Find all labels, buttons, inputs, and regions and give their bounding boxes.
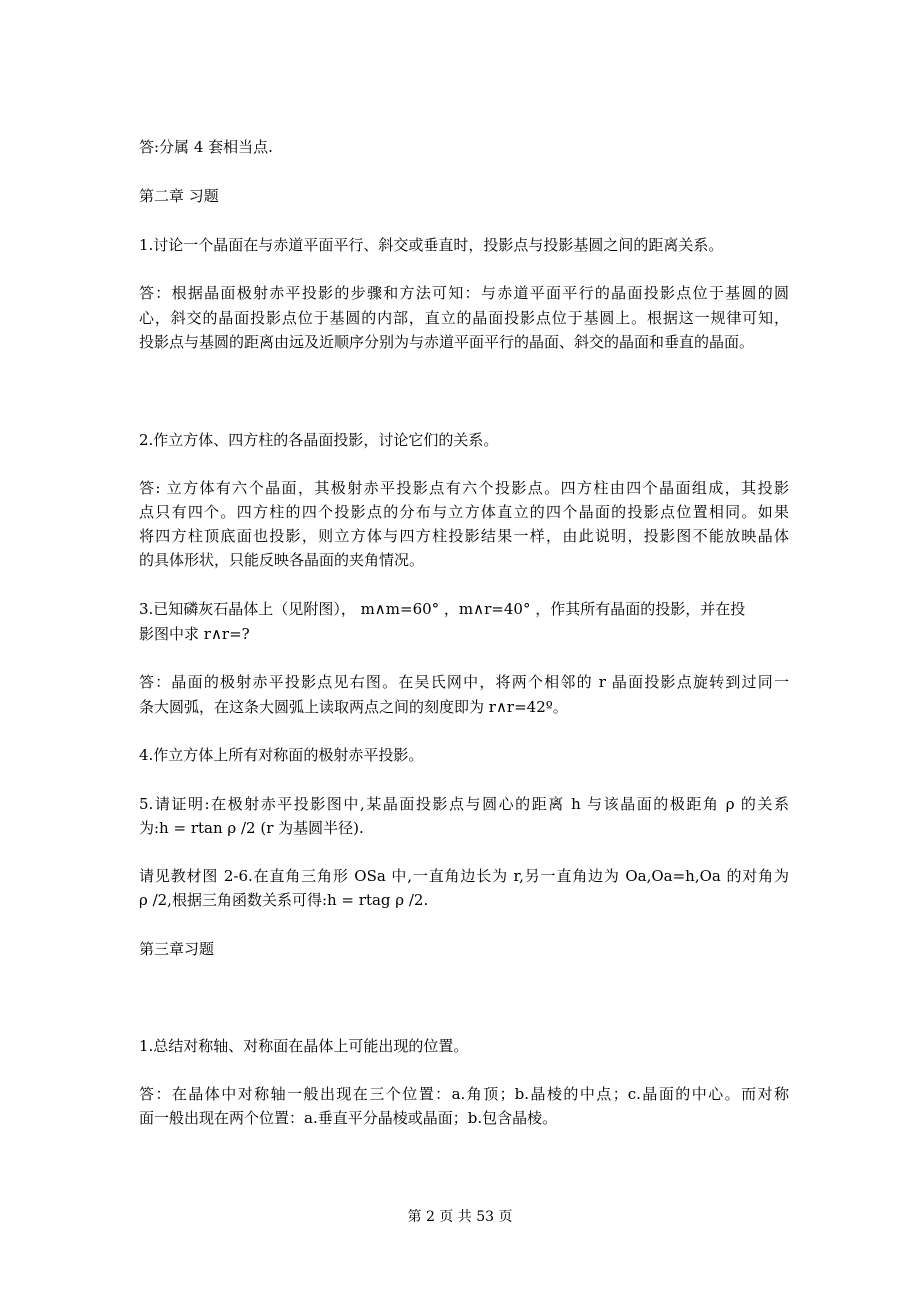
answer-line: 请见教材图 2-6.在直角三角形 OSa 中,一直角边长为 r,另一直角边为 Oa,Oa=h,Oa 的对角为	[139, 867, 789, 885]
answer-line: ρ /2,根据三角函数关系可得:h = rtag ρ /2.	[139, 891, 429, 909]
answer-line: 答: 立方体有六个晶面，其极射赤平投影点有六个投影点。四方柱由四个晶面组成，其投影	[139, 479, 789, 497]
answer-line: 答：在晶体中对称轴一般出现在三个位置：a.角顶；b.晶棱的中点；c.晶面的中心。而对称	[139, 1085, 789, 1103]
chapter-heading: 第二章 习题	[139, 187, 219, 205]
question-line: 3.已知磷灰石晶体上（见附图）， m∧m=60° ，m∧r=40° ，作其所有晶面的投影，并在投	[139, 600, 746, 618]
answer-line: 答：晶面的极射赤平投影点见右图。在吴氏网中，将两个相邻的 r 晶面投影点旋转到过同一	[139, 673, 789, 691]
question-line: 1.总结对称轴、对称面在晶体上可能出现的位置。	[139, 1037, 469, 1055]
question-line: 影图中求 r∧r=?	[139, 625, 250, 643]
answer-line: 答:分属 4 套相当点.	[139, 138, 273, 156]
answer-line: 心，斜交的晶面投影点位于基圆的内部，直立的晶面投影点位于基圆上。根据这一规律可知，	[139, 309, 789, 327]
answer-line: 答：根据晶面极射赤平投影的步骤和方法可知：与赤道平面平行的晶面投影点位于基圆的圆	[139, 284, 789, 302]
page-number-footer: 第 2 页 共 53 页	[407, 1209, 513, 1225]
question-line: 4.作立方体上所有对称面的极射赤平投影。	[139, 746, 424, 764]
chapter-heading: 第三章习题	[139, 940, 215, 958]
question-line: 为:h = rtan ρ /2 (r 为基圆半径).	[139, 819, 364, 837]
answer-line: 面一般出现在两个位置：a.垂直平分晶棱或晶面；b.包含晶棱。	[139, 1109, 558, 1127]
question-line: 2.作立方体、四方柱的各晶面投影，讨论它们的关系。	[139, 431, 499, 449]
question-line: 1.讨论一个晶面在与赤道平面平行、斜交或垂直时，投影点与投影基圆之间的距离关系。	[139, 236, 724, 254]
question-line: 5.请证明:在极射赤平投影图中,某晶面投影点与圆心的距离 h 与该晶面的极距角 ρ 的关系	[139, 795, 789, 813]
answer-line: 将四方柱顶底面也投影，则立方体与四方柱投影结果一样，由此说明，投影图不能放映晶体	[139, 527, 789, 545]
answer-line: 的具体形状，只能反映各晶面的夹角情况。	[139, 551, 425, 569]
answer-line: 点只有四个。四方柱的四个投影点的分布与立方体直立的四个晶面的投影点位置相同。如果	[139, 503, 789, 521]
answer-line: 投影点与基圆的距离由远及近顺序分别为与赤道平面平行的晶面、斜交的晶面和垂直的晶面。	[139, 333, 755, 351]
answer-line: 条大圆弧，在这条大圆弧上读取两点之间的刻度即为 r∧r=42º。	[139, 698, 568, 716]
